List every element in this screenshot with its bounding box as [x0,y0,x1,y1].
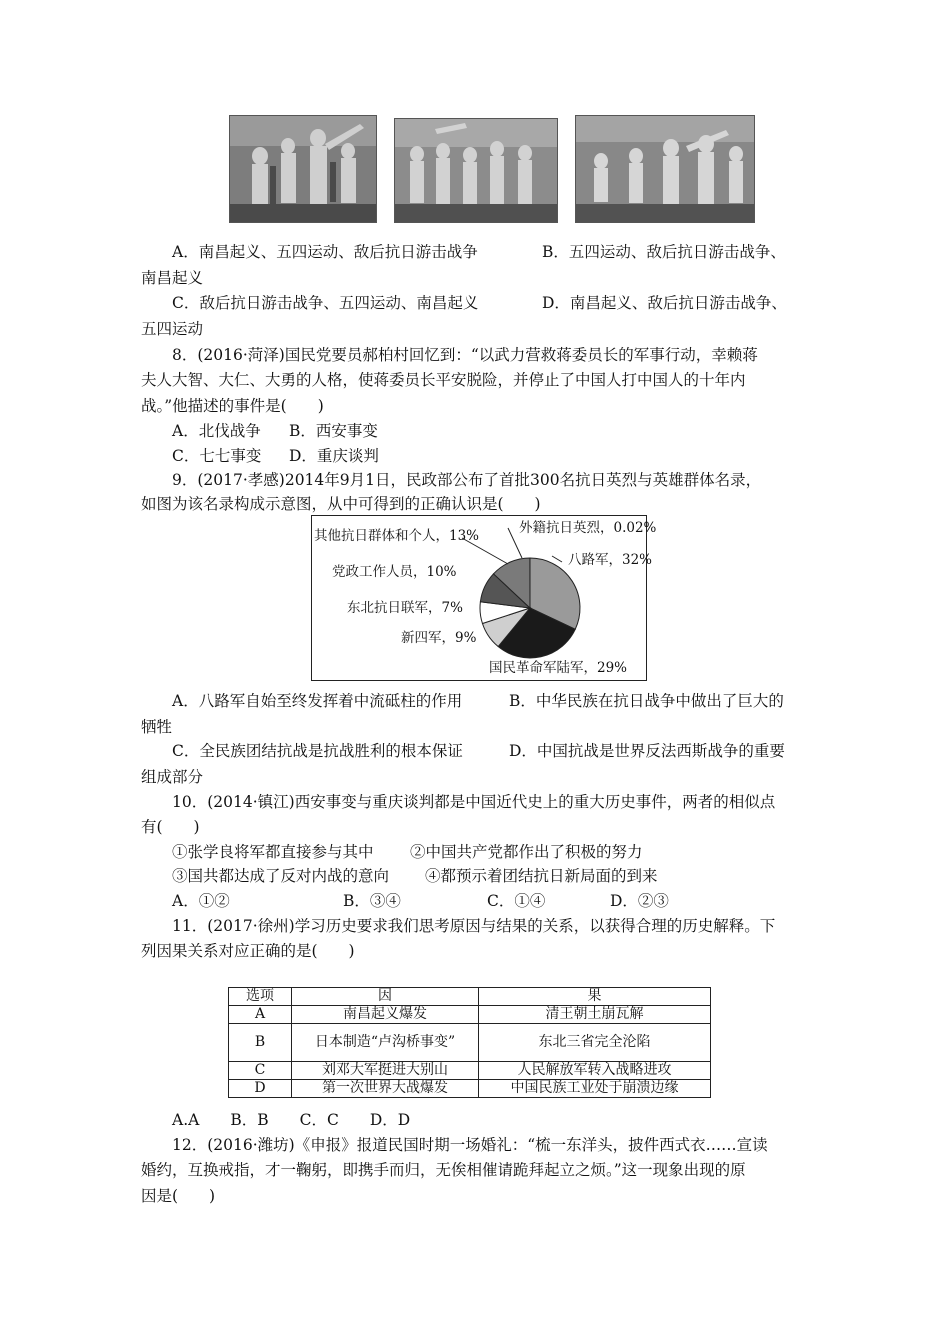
pie-label-party: 党政工作人员，10% [332,564,457,580]
table-row [229,1062,711,1080]
q7-option-d: D．南昌起义、敌后抗日游击战争、 [542,294,787,312]
q9-stem-line2: 如图为该名录构成示意图，从中可得到的正确认识是( ) [141,495,541,513]
table-cell: 中国民族工业处于崩溃边缘 [479,1080,711,1098]
q8-option-c: C．七七事变 [172,447,262,465]
cause-effect-table [228,987,711,1098]
q12-stem-line1: 12．(2016·潍坊)《申报》报道民国时期一场婚礼：“梳一东洋头，披件西式衣……宣读 [172,1136,768,1154]
table-row [229,1024,711,1062]
relief-sculpture-may-fourth-movement-icon [395,119,557,222]
table-row [229,1006,711,1024]
q10-item-2: ②中国共产党都作出了积极的努力 [410,843,643,861]
pie-label-foreign: 外籍抗日英烈，0.02% [519,520,657,536]
relief-photo-1 [229,115,377,223]
q9-option-d-cont: 组成部分 [141,768,204,786]
table-cell: 刘邓大军挺进大别山 [292,1062,479,1080]
q10-option-b: B．③④ [343,892,401,910]
q8-option-b: B．西安事变 [289,422,378,440]
q7-option-d-cont: 五四运动 [141,320,204,338]
q7-option-b: B．五四运动、敌后抗日游击战争、 [542,243,786,261]
q10-item-4: ④都预示着团结抗日新局面的到来 [425,867,658,885]
pie-label-eighth-route: 八路军，32% [568,552,653,568]
table-cell: 清王朝土崩瓦解 [479,1006,711,1024]
q11-stem-line2: 列因果关系对应正确的是( ) [141,942,355,960]
pie-label-northeast: 东北抗日联军，7% [347,600,463,616]
pie-label-new-fourth: 新四军，9% [401,630,477,646]
pie-label-nationalist: 国民革命军陆军，29% [489,660,628,676]
pie-label-others: 其他抗日群体和个人，13% [314,528,480,544]
q8-option-d: D．重庆谈判 [289,447,379,465]
q11-stem-line1: 11．(2017·徐州)学习历史要求我们思考原因与结果的关系，以获得合理的历史解释。下 [172,917,776,935]
table-header-row [229,988,711,1006]
q10-option-c: C．①④ [487,892,546,910]
q9-option-a: A．八路军自始至终发挥着中流砥柱的作用 [172,692,463,710]
table-cell: C [229,1062,292,1080]
q12-stem-line2: 婚约，互换戒指，才一鞠躬，即携手而归，无俟相催请跪拜起立之烦。”这一现象出现的原 [141,1161,746,1179]
relief-photo-3 [575,115,755,223]
table-cell: D [229,1080,292,1098]
relief-sculpture-guerrilla-warfare-icon [576,116,754,222]
table-cell [292,1024,479,1062]
table-cell: 东北三省完全沦陷 [479,1024,711,1062]
q8-stem-line3: 战。”他描述的事件是( ) [141,397,324,415]
q10-option-a: A．①② [172,892,230,910]
q7-option-a: A．南昌起义、五四运动、敌后抗日游击战争 [172,243,478,261]
table-header-option: 选项 [229,988,292,1006]
q9-option-c: C．全民族团结抗战是抗战胜利的根本保证 [172,742,463,760]
relief-sculpture-nanchang-uprising-icon [230,116,376,222]
table-cell: 第一次世界大战爆发 [292,1080,479,1098]
table-cell: B [229,1024,292,1062]
table-cell: 人民解放军转入战略进攻 [479,1062,711,1080]
q9-option-d: D．中国抗战是世界反法西斯战争的重要 [509,742,785,760]
table-cell: 南昌起义爆发 [292,1006,479,1024]
q10-stem-line2: 有( ) [141,818,200,836]
pie-leader-line-2 [552,556,562,562]
table-cell-text: 日本制造“卢沟桥事变” [314,1034,456,1050]
table-header-cause: 因 [292,988,479,1006]
q8-stem-line2: 夫人大智、大仁、大勇的人格，使蒋委员长平安脱险，并停止了中国人打中国人的十年内 [141,371,746,389]
q10-item-1: ①张学良将军都直接参与其中 [172,843,374,861]
pie-chart-frame [311,515,657,681]
q9-option-b: B．中华民族在抗日战争中做出了巨大的 [509,692,784,710]
q12-stem-line3: 因是( ) [141,1187,216,1205]
q11-options: A.A B．B C．C D．D [172,1111,411,1129]
relief-photo-2 [394,118,558,223]
table-row [229,1080,711,1098]
q10-item-3: ③国共都达成了反对内战的意向 [172,867,390,885]
q9-option-b-cont: 牺牲 [141,718,173,736]
q8-option-a: A．北伐战争 [172,422,261,440]
q9-stem-line1: 9．(2017·孝感)2014年9月1日，民政部公布了首批300名抗日英烈与英雄群体名录， [172,471,762,489]
table-cell: A [229,1006,292,1024]
table-header-effect: 果 [479,988,711,1006]
q10-option-d: D．②③ [610,892,669,910]
q8-stem-line1: 8．(2016·菏泽)国民党要员郝柏村回忆到：“以武力营救蒋委员长的军事行动，幸赖蒋 [172,346,758,364]
q7-option-b-cont: 南昌起义 [141,269,204,287]
q10-stem-line1: 10．(2014·镇江)西安事变与重庆谈判都是中国近代史上的重大历史事件，两者的相似点 [172,793,776,811]
q7-option-c: C．敌后抗日游击战争、五四运动、南昌起义 [172,294,479,312]
